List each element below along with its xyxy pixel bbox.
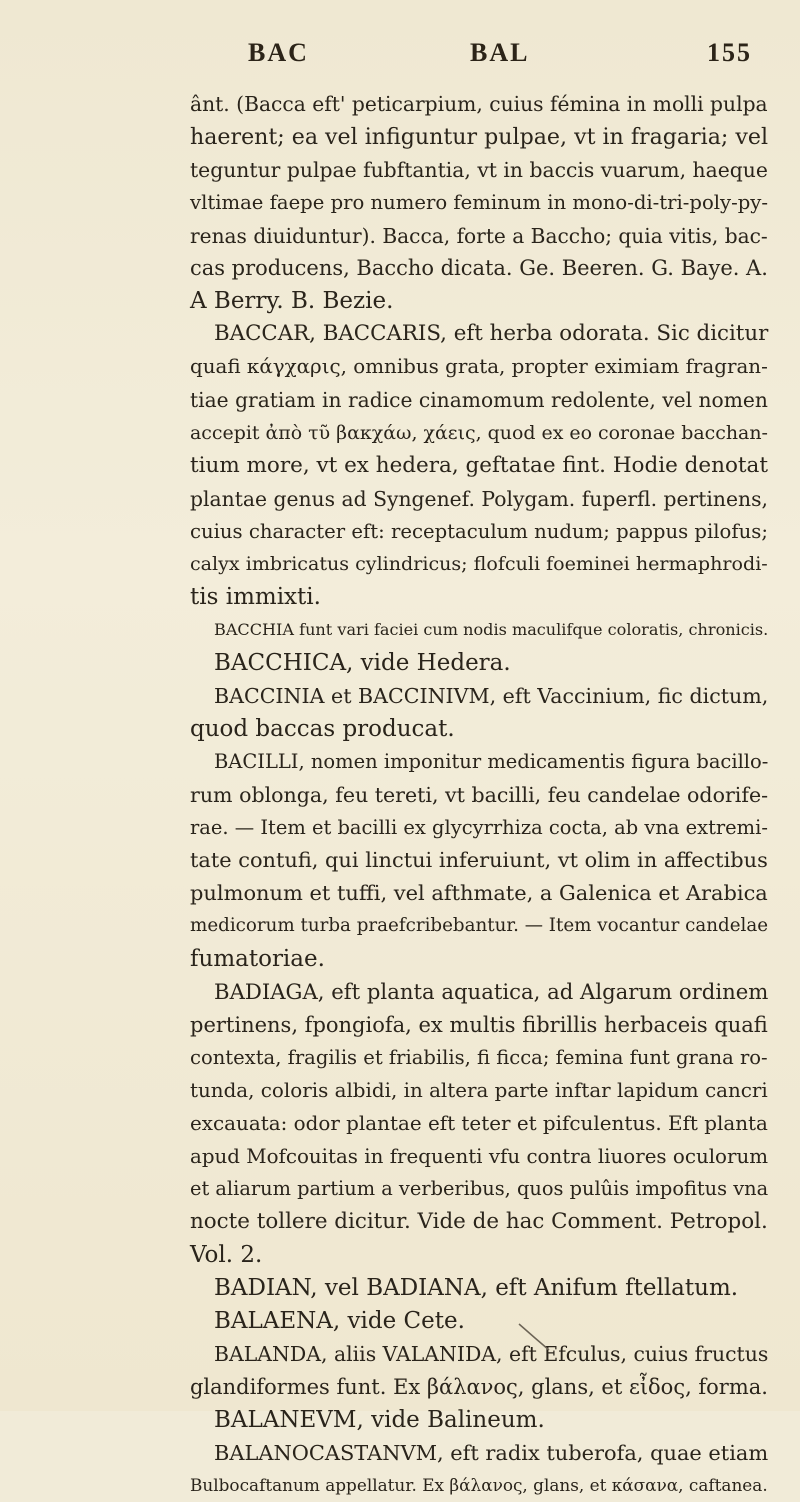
text-line: vltimae faepe pro numero feminum in mono-di-tri-poly-py- — [190, 190, 769, 214]
text-line: tate contufi, qui linctui inferuiunt, vt olim in affectibus — [190, 848, 768, 873]
text-line: cas producens, Baccho dicata. Ge. Beeren. G. Baye. A. — [190, 256, 768, 281]
text-line: et aliarum partium a verberibus, quos pulûis impofitus vna — [190, 1177, 769, 1201]
entry-bacchica: BACCHICA, vide Hedera. — [214, 650, 511, 677]
text-line: cuius character eft: receptaculum nudum; pappus pilofus; — [190, 519, 768, 543]
text-line: fumatoriae. — [190, 946, 325, 973]
entry-balaena: BALAENA, vide Cete. — [214, 1307, 465, 1334]
entry-baccinia: BACCINIA et BACCINIVM, eft Vaccinium, fic dictum, — [214, 684, 769, 709]
entry-baccar: BACCAR, BACCARIS, eft herba odorata. Sic dicitur — [214, 321, 769, 347]
entry-balanda: BALANDA, aliis VALANIDA, eft Efculus, cuius fructus — [214, 1341, 769, 1366]
text-line: excauata: odor plantae eft teter et pifculentus. Eft planta — [190, 1111, 768, 1135]
text-line: glandiformes funt. Ex βάλανος, glans, et εἶδος, forma. — [190, 1374, 768, 1399]
dictionary-body — [190, 88, 780, 1502]
text-line: apud Mofcouitas in frequenti vfu contra liuores oculorum — [190, 1144, 769, 1168]
text-line: tiae gratiam in radice cinamomum redolente, vel nomen — [190, 388, 768, 413]
entry-balanocastanum: BALANOCASTANVM, eft radix tuberofa, quae etiam — [214, 1440, 769, 1465]
text-line: tium more, vt ex hedera, geftatae fint. Hodie denotat — [190, 452, 768, 478]
text-line: haerent; ea vel infiguntur pulpae, vt in fragaria; vel — [190, 123, 769, 150]
text-line: ânt. (Bacca eft' peticarpium, cuius fémina in molli pulpa — [190, 92, 768, 116]
entry-bacchia: BACCHIA funt vari faciei cum nodis maculifque coloratis, chronicis. — [214, 620, 769, 640]
text-line: Bulbocaftanum appellatur. Ex βάλανος, glans, et κάσανα, caftanea. — [190, 1475, 768, 1496]
text-line: accepit ἀπὸ τῦ βακχάω, χάεις, quod ex eo coronae bacchan- — [190, 421, 768, 444]
text-line: pertinens, fpongiofa, ex multis fibrillis herbaceis quafi — [190, 1011, 768, 1037]
text-line: teguntur pulpae fubftantia, vt in baccis vuarum, haeque — [190, 157, 768, 182]
text-line: calyx imbricatus cylindricus; flofculi foeminei hermaphrodi- — [190, 553, 768, 576]
text-line: medicorum turba praefcribebantur. — Item vocantur candelae — [190, 915, 769, 937]
header-right-word: BAL — [470, 38, 530, 67]
text-line: quafi κάγχαρις, omnibus grata, propter eximiam fragran- — [190, 355, 768, 379]
text-line: pulmonum et tuffi, vel afthmate, a Galenica et Arabica — [190, 881, 768, 906]
text-line: rae. — Item et bacilli ex glycyrrhiza cocta, ab vna extremi- — [190, 815, 768, 839]
running-header — [0, 38, 800, 78]
entry-bacilli: BACILLI, nomen imponitur medicamentis figura bacillo- — [214, 749, 769, 773]
text-line: tis immixti. — [190, 584, 321, 611]
text-line: contexta, fragilis et friabilis, fi ficca; femina funt grana ro- — [190, 1045, 768, 1069]
text-line: A Berry. B. Bezie. — [190, 288, 394, 315]
text-line: plantae genus ad Syngenef. Polygam. fuperfl. pertinens, — [190, 486, 768, 511]
ink-mark-icon — [515, 1320, 555, 1360]
text-line: rum oblonga, feu tereti, vt bacilli, feu candelae odorife- — [190, 782, 769, 807]
text-line: tunda, coloris albidi, in altera parte inftar lapidum cancri — [190, 1078, 768, 1102]
entry-balaneum: BALANEVM, vide Balineum. — [214, 1406, 545, 1433]
text-line: quod baccas producat. — [190, 715, 455, 742]
text-line: renas diuiduntur). Bacca, forte a Baccho; quia vitis, bac- — [190, 223, 768, 248]
page-number: 155 — [707, 38, 752, 67]
entry-badiaga: BADIAGA, eft planta aquatica, ad Algarum ordinem — [214, 979, 769, 1005]
text-line: Vol. 2. — [190, 1242, 263, 1269]
entry-badian: BADIAN, vel BADIANA, eft Anifum ftellatum. — [214, 1275, 739, 1302]
header-left-word: BAC — [248, 38, 309, 67]
text-line: nocte tollere dicitur. Vide de hac Comment. Petropol. — [190, 1209, 768, 1235]
